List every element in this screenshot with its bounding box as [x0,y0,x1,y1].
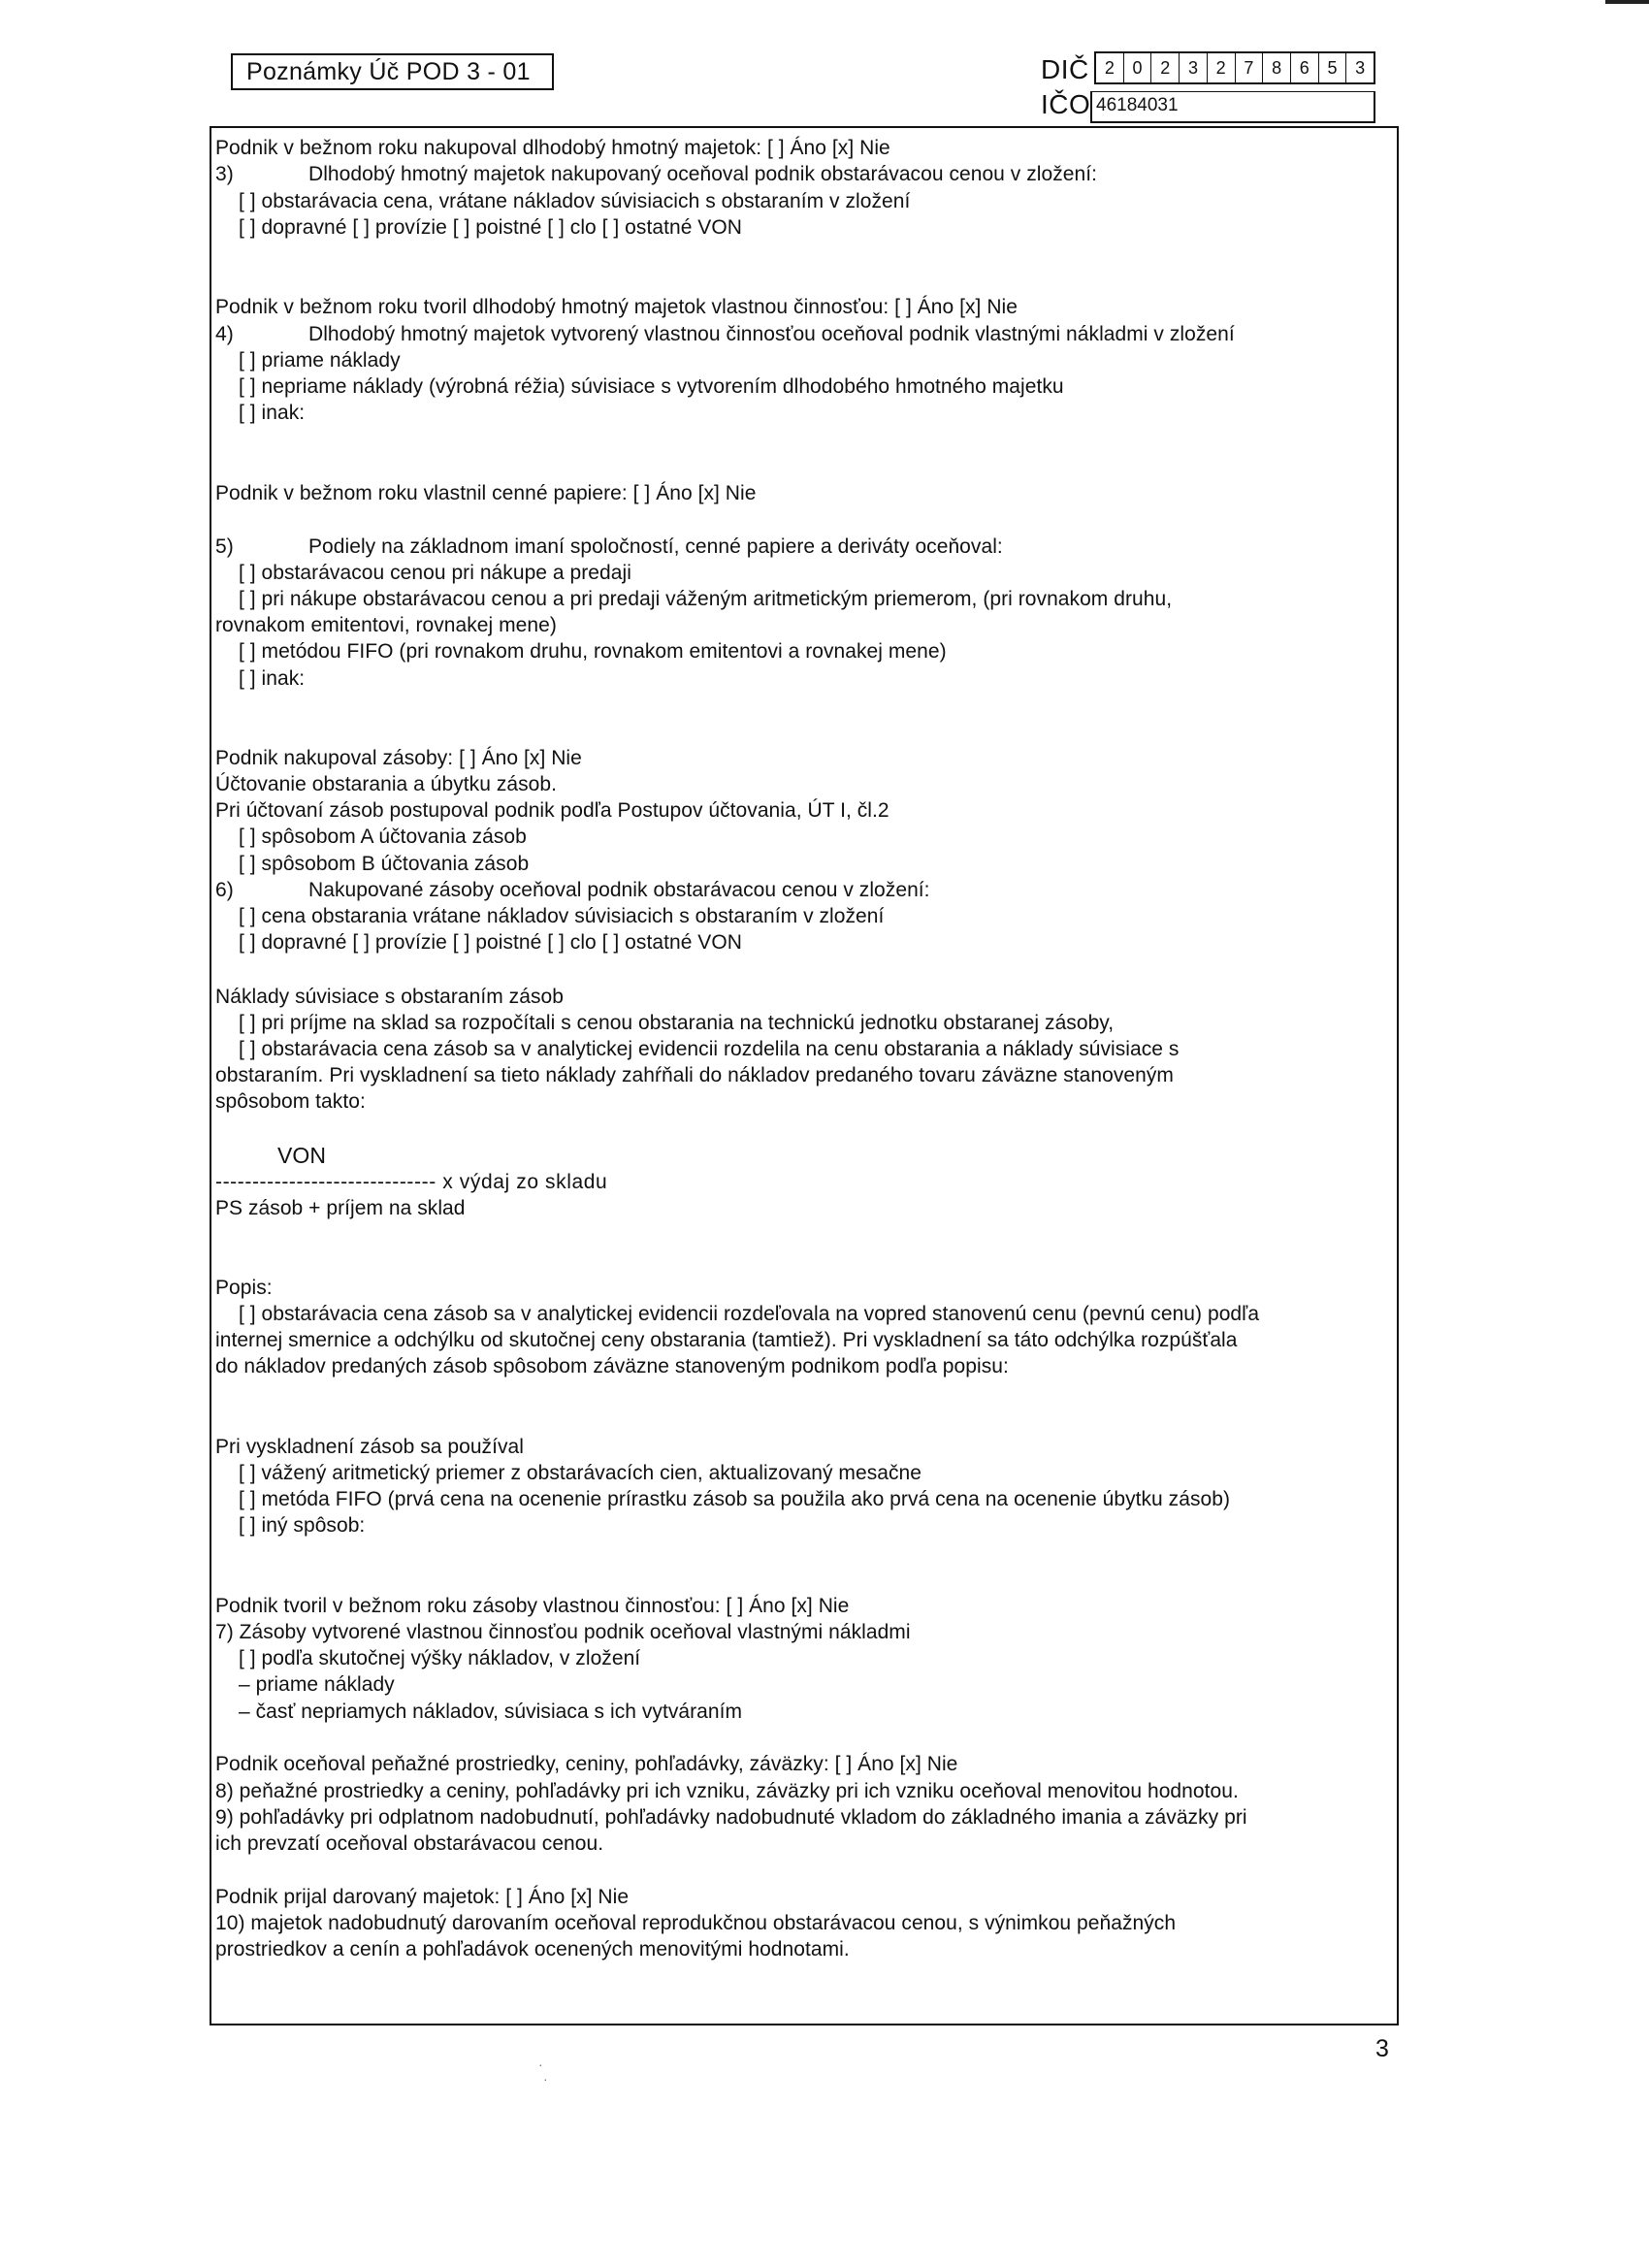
text-line: Pri účtovaní zásob postupoval podnik podľa Postupov účtovania, ÚT I, čl.2 [215,799,889,822]
option-line: [ ] obstarávacia cena zásob sa v analytickej evidencii rozdeľovala na vopred stanovenú cenu (pevnú cenu) podľa [239,1303,1260,1325]
dic-field [1094,51,1375,84]
dic-digit: 0 [1124,53,1152,82]
option-line: [ ] inak: [239,402,306,424]
option-line: [ ] iný spôsob: [239,1514,366,1537]
text-line: obstaraním. Pri vyskladnení sa tieto náklady zahŕňali do nákladov predaného tovaru záväzne stanoveným [215,1064,1174,1086]
text-line: do nákladov predaných zásob spôsobom záväzne stanoveným podnikom podľa popisu: [215,1355,1009,1377]
option-line: [ ] obstarávacia cena, vrátane nákladov súvisiacich s obstaraním v zložení [239,190,911,212]
section-text: 7) Zásoby vytvorené vlastnou činnosťou podnik oceňoval vlastnými nákladmi [215,1621,911,1643]
section-text: Dlhodobý hmotný majetok vytvorený vlastnou činnosťou oceňoval podnik vlastnými nákladmi v zložení [308,323,1235,345]
dic-digit: 5 [1319,53,1347,82]
question-line: Podnik v bežnom roku nakupoval dlhodobý hmotný majetok: [ ] Áno [x] Nie [215,137,890,159]
option-line: [ ] vážený aritmetický priemer z obstarávacích cien, aktualizovaný mesačne [239,1462,922,1484]
form-title: Poznámky Úč POD 3 - 01 [231,53,554,90]
text-line: internej smernice a odchýlku od skutočnej ceny obstarania (tamtiež). Pri vyskladnení sa táto odchýlka rozpúšťala [215,1329,1238,1351]
text-line: ich prevzatí oceňoval obstarávacou cenou. [215,1832,604,1855]
question-line: Podnik v bežnom roku tvoril dlhodobý hmotný majetok vlastnou činnosťou: [ ] Áno [x] Nie [215,296,1018,318]
dic-digit: 8 [1263,53,1291,82]
option-line: [ ] cena obstarania vrátane nákladov súvisiacich s obstaraním v zložení [239,905,885,927]
section-text: Dlhodobý hmotný majetok nakupovaný oceňoval podnik obstarávacou cenou v zložení: [308,163,1098,185]
formula-numerator: VON [277,1143,326,1168]
dic-digit: 2 [1208,53,1236,82]
text-line: spôsobom takto: [215,1090,366,1113]
scan-edge-mark [1605,0,1649,4]
option-line: – časť nepriamych nákladov, súvisiaca s ich vytváraním [239,1701,743,1723]
section-number: 4) [215,323,234,345]
option-line: [ ] metódou FIFO (pri rovnakom druhu, rovnakom emitentovi a rovnakej mene) [239,640,947,663]
option-line: [ ] obstarávacou cenou pri nákupe a predaji [239,562,631,584]
dic-digit: 6 [1291,53,1319,82]
section-text: Nakupované zásoby oceňoval podnik obstarávacou cenou v zložení: [308,879,930,901]
section-text: 8) peňažné prostriedky a ceniny, pohľadávky pri ich vzniku, záväzky pri ich vzniku oceňoval menovitou hodnotou. [215,1780,1239,1802]
option-line: [ ] nepriame náklady (výrobná réžia) súvisiace s vytvorením dlhodobého hmotného majetku [239,375,1064,398]
dic-digit: 3 [1355,58,1366,78]
option-line: [ ] metóda FIFO (prvá cena na ocenenie prírastku zásob sa použila ako prvá cena na ocenenie úbytku zásob) [239,1488,1230,1510]
text-line: rovnakom emitentovi, rovnakej mene) [215,614,557,636]
text-line: prostriedkov a cenín a pohľadávok ocenených menovitými hodnotami. [215,1938,850,1960]
option-line: [ ] obstarávacia cena zásob sa v analytickej evidencii rozdelila na cenu obstarania a náklady súvisiace s [239,1038,1180,1060]
option-line: [ ] dopravné [ ] provízie [ ] poistné [ ] clo [ ] ostatné VON [239,216,742,239]
question-line: Podnik prijal darovaný majetok: [ ] Áno [x] Nie [215,1886,630,1908]
question-line: Podnik nakupoval zásoby: [ ] Áno [x] Nie [215,747,582,769]
dic-digit: 2 [1151,53,1180,82]
section-number: 5) [215,535,234,558]
ico-field: 46184031 [1090,91,1375,123]
section-text: Podiely na základnom imaní spoločností, cenné papiere a deriváty oceňoval: [308,535,1003,558]
question-line: Podnik v bežnom roku vlastnil cenné papiere: [ ] Áno [x] Nie [215,482,757,504]
question-line: Podnik tvoril v bežnom roku zásoby vlastnou činnosťou: [ ] Áno [x] Nie [215,1595,850,1617]
option-line: [ ] inak: [239,667,306,690]
dic-digit: 3 [1180,53,1208,82]
option-line: [ ] spôsobom B účtovania zásob [239,853,530,875]
option-line: [ ] pri príjme na sklad sa rozpočítali s cenou obstarania na technickú jednotku obstaranej zásoby, [239,1012,1115,1034]
formula-denominator: PS zásob + príjem na sklad [215,1197,466,1219]
option-line: [ ] spôsobom A účtovania zásob [239,826,527,848]
text-line: Popis: [215,1277,273,1299]
option-line: – priame náklady [239,1673,395,1696]
section-text: 9) pohľadávky pri odplatnom nadobudnutí, pohľadávky nadobudnuté vkladom do základného imania a záväzky pri [215,1806,1247,1829]
text-line: Náklady súvisiace s obstaraním zásob [215,986,564,1008]
question-line: Podnik oceňoval peňažné prostriedky, ceniny, pohľadávky, záväzky: [ ] Áno [x] Nie [215,1753,958,1775]
option-line: [ ] priame náklady [239,349,401,372]
ico-label: IČO [1041,89,1091,119]
scan-speck: · [538,2057,543,2072]
section-number: 6) [215,879,234,901]
formula-fraction-line: ------------------------------ x výdaj zo skladu [215,1171,608,1193]
option-line: [ ] podľa skutočnej výšky nákladov, v zložení [239,1647,641,1669]
text-line: Pri vyskladnení zásob sa používal [215,1436,524,1458]
option-line: [ ] pri nákupe obstarávacou cenou a pri predaji váženým aritmetickým priemerom, (pri rovnakom druhu, [239,588,1173,610]
dic-label: DIČ [1041,54,1089,84]
dic-digit: 7 [1236,53,1264,82]
scan-speck: · [543,2071,548,2087]
text-line: Účtovanie obstarania a úbytku zásob. [215,773,558,795]
section-text: 10) majetok nadobudnutý darovaním oceňoval reprodukčnou obstarávacou cenou, s výnimkou peňažných [215,1912,1177,1934]
section-number: 3) [215,163,234,185]
dic-digit: 2 [1096,53,1124,82]
option-line: [ ] dopravné [ ] provízie [ ] poistné [ ] clo [ ] ostatné VON [239,931,742,954]
page-number: 3 [1375,2035,1389,2062]
